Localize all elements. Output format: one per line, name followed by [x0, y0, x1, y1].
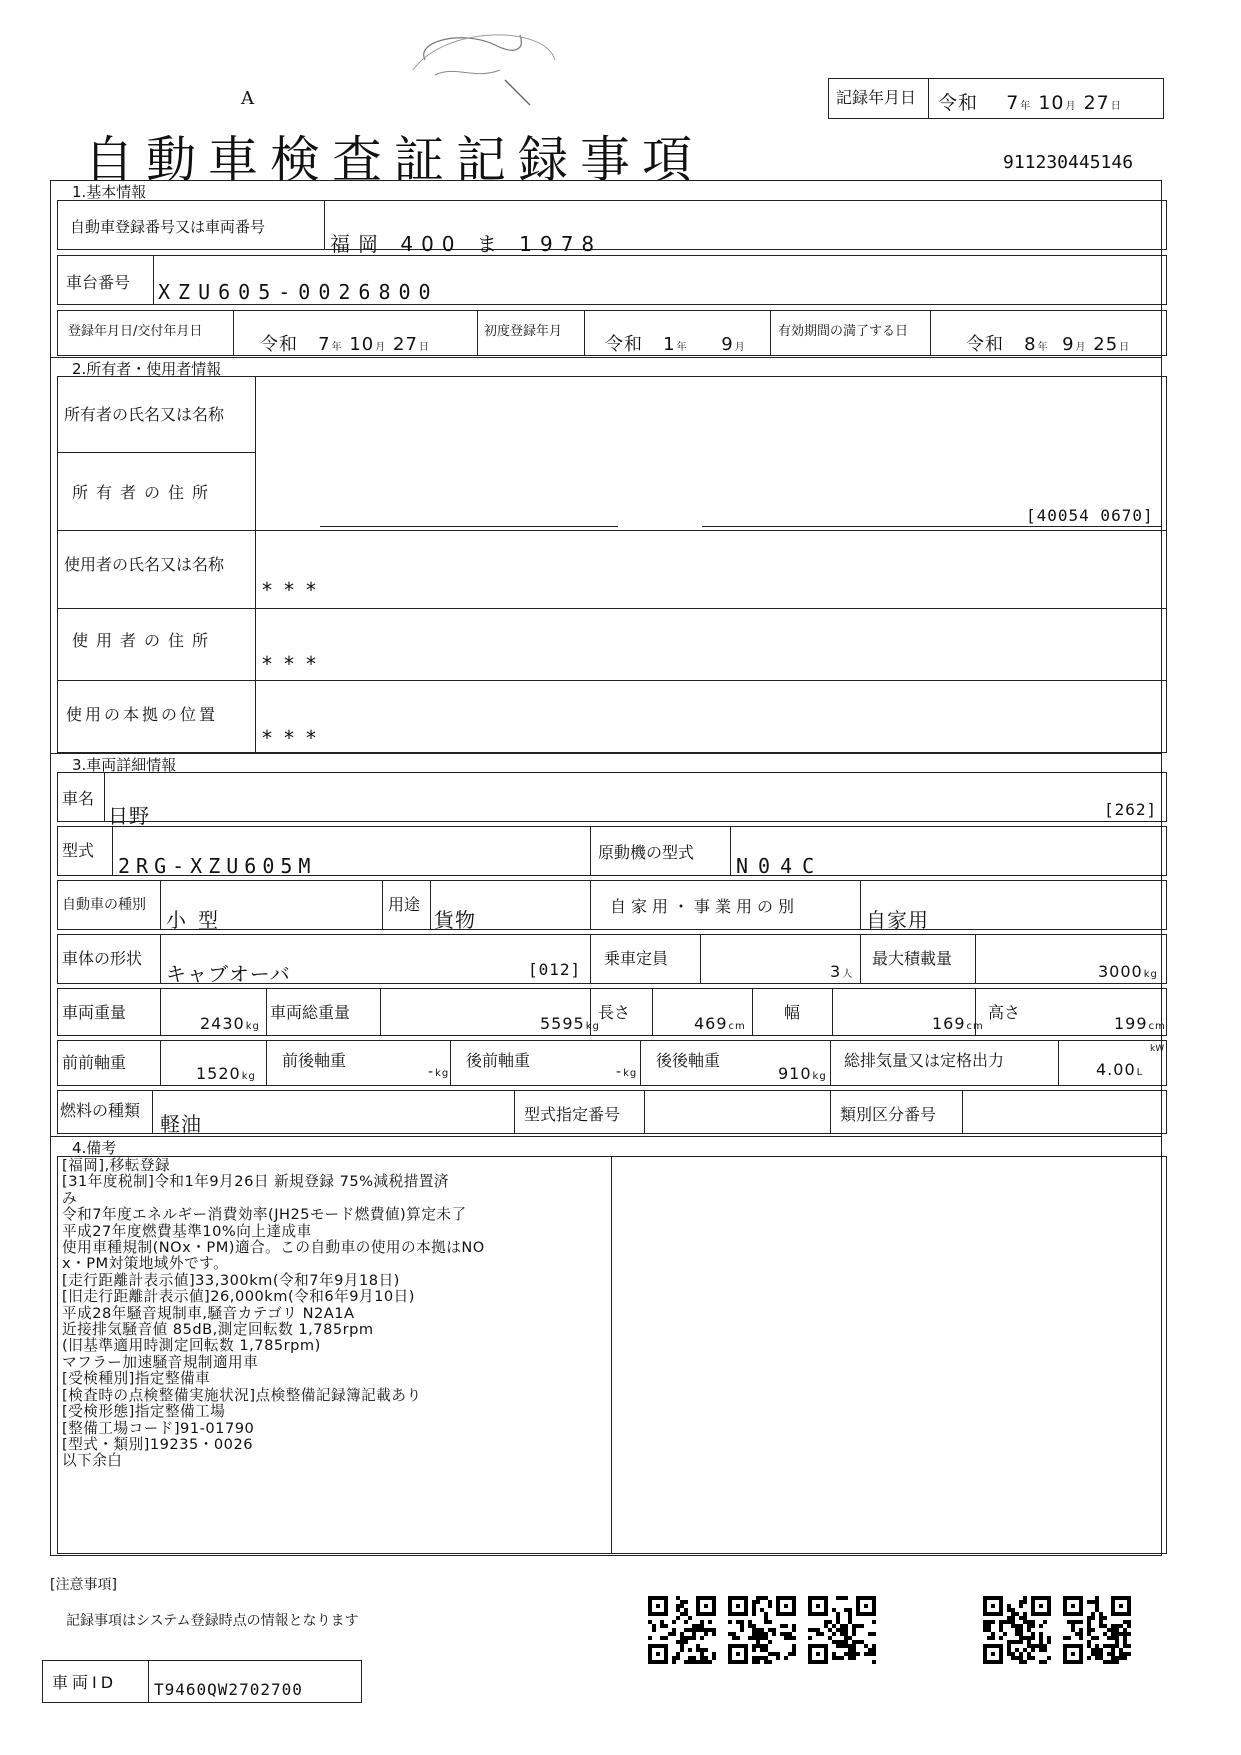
- vehicle-name-value: 日野: [108, 804, 150, 828]
- ff-axle-value: 1520kg: [196, 1064, 256, 1083]
- user-name-value: ***: [262, 578, 328, 602]
- model-label: 型式: [62, 841, 95, 860]
- user-address-value: ***: [262, 652, 328, 676]
- length-value: 469cm: [694, 1014, 746, 1033]
- reg-date-value: 令和 7年 10月 27日: [260, 334, 430, 355]
- owner-name-label: 所有者の氏名又は名称: [64, 405, 225, 424]
- first-reg-value: 令和 1年 9月: [605, 334, 746, 355]
- engine-model-value: N04C: [736, 854, 825, 878]
- remarks-line: [型式・類別]19235・0026: [62, 1435, 254, 1453]
- rf-axle-label: 後前軸重: [466, 1051, 531, 1070]
- handwritten-scribble: [405, 20, 565, 114]
- class-label: 類別区分番号: [840, 1105, 937, 1124]
- record-date-value: 令和 7年 10月 27日: [938, 92, 1122, 114]
- use-type-value: 自家用: [866, 908, 929, 932]
- record-date-label: 記録年月日: [836, 88, 917, 107]
- vehicle-name-code: [262]: [1104, 800, 1158, 819]
- owner-address-code: [40054 0670]: [1026, 506, 1154, 525]
- displacement-unit-kw: kW: [1150, 1044, 1165, 1054]
- redacted-line: [320, 526, 618, 527]
- redacted-line: [702, 526, 1162, 527]
- displacement-value: 4.00L: [1096, 1060, 1144, 1079]
- chassis-value: XZU605-0026800: [158, 280, 439, 304]
- owner-address-label: 所有者の住所: [72, 483, 217, 502]
- displacement-label: 総排気量又は定格出力: [844, 1051, 1005, 1070]
- gross-weight-label: 車両総重量: [270, 1003, 351, 1022]
- height-value: 199cm: [1114, 1014, 1166, 1033]
- remarks-text: [62, 1158, 485, 1470]
- length-label: 長さ: [598, 1003, 631, 1022]
- vehicle-id-label: 車両ID: [52, 1673, 118, 1692]
- capacity-label: 乗車定員: [604, 949, 669, 968]
- reg-number-value: 福岡 400 ま 1978: [330, 232, 603, 256]
- remarks-line: 近接排気騒音値 85dB,測定回転数 1,785rpm: [62, 1321, 374, 1339]
- model-value: 2RG-XZU605M: [118, 854, 317, 878]
- remarks-line: [整備工場コード]91-01790: [62, 1419, 255, 1437]
- width-label: 幅: [784, 1003, 801, 1022]
- qr-code: [808, 1596, 876, 1664]
- remarks-line: x・PM対策地域外です。: [62, 1255, 229, 1273]
- section1-title: 1.基本情報: [72, 183, 147, 201]
- remarks-line: 令和7年度エネルギー消費効率(JH25モード燃費値)算定未了: [62, 1206, 467, 1224]
- remarks-line: [受検形態]指定整備工場: [62, 1403, 226, 1421]
- max-load-value: 3000kg: [1098, 962, 1158, 981]
- qr-code: [648, 1596, 716, 1664]
- reg-date-label: 登録年月日/交付年月日: [68, 324, 203, 339]
- remarks-line: [受検種別]指定整備車: [62, 1370, 211, 1388]
- remarks-line: [旧走行距離計表示値]26,000km(令和6年9月10日): [62, 1288, 415, 1306]
- fuel-value: 軽油: [160, 1112, 202, 1136]
- expiry-value: 令和 8年 9月 25日: [966, 334, 1131, 355]
- fuel-label: 燃料の種類: [60, 1101, 141, 1120]
- qr-code: [728, 1596, 796, 1664]
- base-location-label: 使用の本拠の位置: [66, 705, 219, 724]
- chassis-label: 車台番号: [66, 273, 131, 292]
- qr-code: [983, 1596, 1051, 1664]
- purpose-label: 用途: [388, 895, 421, 914]
- remarks-line: み: [62, 1189, 78, 1207]
- notes-text: 記録事項はシステム登録時点の情報となります: [66, 1613, 359, 1629]
- width-value: 169cm: [932, 1014, 984, 1033]
- user-address-label: 使用者の住所: [72, 631, 217, 650]
- remarks-line: [検査時の点検整備実施状況]点検整備記録簿記載あり: [62, 1386, 422, 1404]
- reg-number-label: 自動車登録番号又は車両番号: [70, 218, 266, 236]
- fr-axle-value: -kg: [428, 1064, 450, 1080]
- body-shape-value: キャブオーバ: [166, 962, 291, 986]
- purpose-value: 貨物: [434, 908, 476, 932]
- gross-weight-value: 5595kg: [540, 1014, 600, 1033]
- section4-title: 4.備考: [72, 1139, 117, 1157]
- weight-label: 車両重量: [62, 1003, 127, 1022]
- rr-axle-label: 後後軸重: [656, 1051, 721, 1070]
- vehicle-id-value: T9460QW2702700: [154, 1680, 303, 1699]
- form-letter: A: [241, 88, 254, 109]
- max-load-label: 最大積載量: [872, 949, 953, 968]
- weight-value: 2430kg: [200, 1014, 260, 1033]
- category-value: 小型: [166, 908, 230, 932]
- use-type-label: 自家用・事業用の別: [610, 897, 800, 916]
- vehicle-name-label: 車名: [62, 789, 95, 808]
- rf-axle-value: -kg: [616, 1064, 638, 1080]
- height-label: 高さ: [988, 1003, 1021, 1022]
- engine-model-label: 原動機の型式: [598, 843, 695, 862]
- body-shape-label: 車体の形状: [62, 949, 143, 968]
- section3-title: 3.車両詳細情報: [72, 756, 177, 774]
- rr-axle-value: 910kg: [778, 1064, 827, 1083]
- remarks-line: 使用車種規制(NOx・PM)適合。この自動車の使用の本拠はNO: [62, 1239, 485, 1257]
- category-label: 自動車の種別: [62, 897, 146, 913]
- remarks-line: [走行距離計表示値]33,300km(令和7年9月18日): [62, 1271, 400, 1289]
- user-name-label: 使用者の氏名又は名称: [64, 555, 225, 574]
- notes-title: [注意事項]: [50, 1577, 117, 1593]
- page-title: 自動車検査証記録事項: [84, 131, 704, 189]
- first-reg-label: 初度登録年月: [484, 324, 563, 339]
- type-designation-label: 型式指定番号: [524, 1105, 621, 1124]
- section2-title: 2.所有者・使用者情報: [72, 360, 222, 378]
- remarks-line: (旧基準適用時測定回転数 1,785rpm): [62, 1337, 321, 1355]
- body-shape-code: [012]: [528, 960, 582, 979]
- qr-code: [1063, 1596, 1131, 1664]
- ff-axle-label: 前前軸重: [62, 1053, 127, 1072]
- remarks-line: 平成28年騒音規制車,騒音カテゴリ N2A1A: [62, 1304, 355, 1322]
- remarks-line: [福岡],移転登録: [62, 1157, 171, 1174]
- remarks-line: マフラー加速騒音規制適用車: [62, 1353, 259, 1371]
- expiry-label: 有効期間の満了する日: [778, 324, 909, 339]
- fr-axle-label: 前後軸重: [282, 1051, 347, 1070]
- doc-number: 911230445146: [1003, 152, 1134, 173]
- remarks-line: [31年度税制]令和1年9月26日 新規登録 75%減税措置済: [62, 1173, 450, 1191]
- base-location-value: ***: [262, 726, 328, 750]
- remarks-line: 以下余白: [62, 1452, 123, 1470]
- remarks-line: 平成27年度燃費基準10%向上達成車: [62, 1222, 312, 1240]
- capacity-value: 3人: [830, 962, 854, 981]
